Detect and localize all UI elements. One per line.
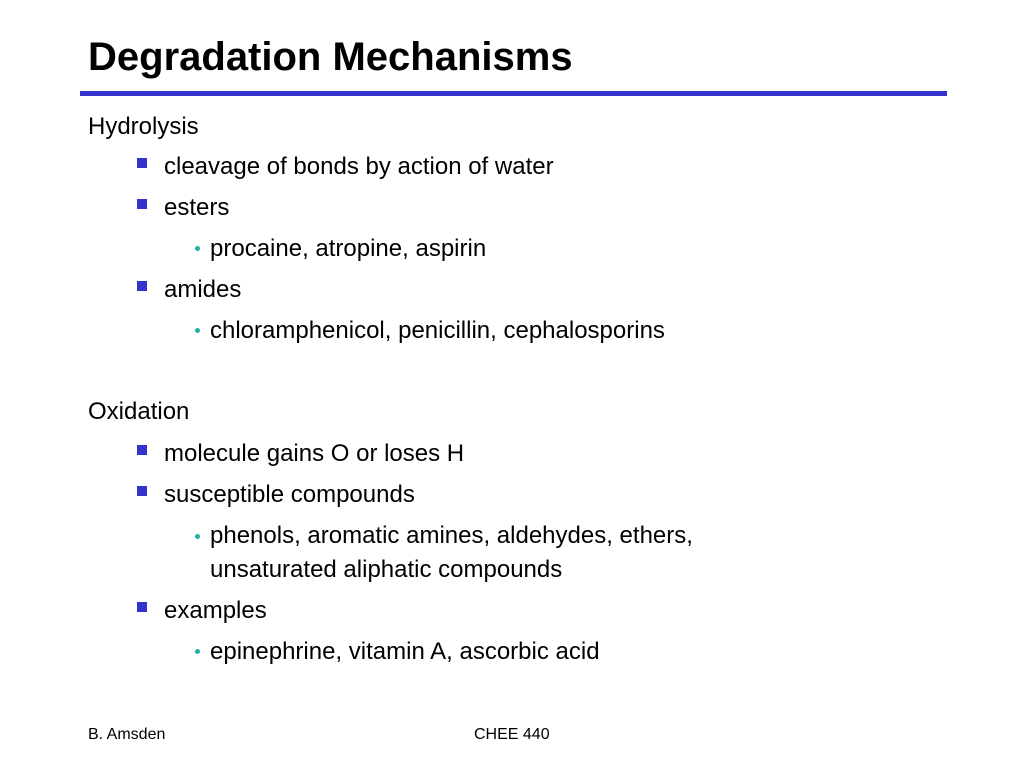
sub-bullet-item: procaine, atropine, aspirin xyxy=(210,235,487,262)
dot-bullet-icon xyxy=(195,246,200,251)
section-heading-oxidation: Oxidation xyxy=(88,398,190,425)
bullet-item: esters xyxy=(164,194,230,221)
bullet-item: susceptible compounds xyxy=(164,481,415,508)
dot-bullet-icon xyxy=(195,534,200,539)
sub-bullet-item: epinephrine, vitamin A, ascorbic acid xyxy=(210,638,600,665)
square-bullet-icon xyxy=(137,445,147,455)
bullet-item: cleavage of bonds by action of water xyxy=(164,153,554,180)
bullet-item: molecule gains O or loses H xyxy=(164,440,465,467)
bullet-item: amides xyxy=(164,276,242,303)
bullet-item: examples xyxy=(164,597,267,624)
dot-bullet-icon xyxy=(195,649,200,654)
square-bullet-icon xyxy=(137,158,147,168)
slide-title: Degradation Mechanisms xyxy=(88,35,573,79)
sub-bullet-item: chloramphenicol, penicillin, cephalosporins xyxy=(210,317,665,344)
square-bullet-icon xyxy=(137,486,147,496)
sub-bullet-item: phenols, aromatic amines, aldehydes, ethers, unsaturated aliphatic compounds xyxy=(210,522,693,583)
square-bullet-icon xyxy=(137,602,147,612)
footer-author: B. Amsden xyxy=(88,726,166,743)
square-bullet-icon xyxy=(137,281,147,291)
dot-bullet-icon xyxy=(195,328,200,333)
section-heading-hydrolysis: Hydrolysis xyxy=(88,113,199,140)
square-bullet-icon xyxy=(137,199,147,209)
footer-course: CHEE 440 xyxy=(474,726,550,743)
